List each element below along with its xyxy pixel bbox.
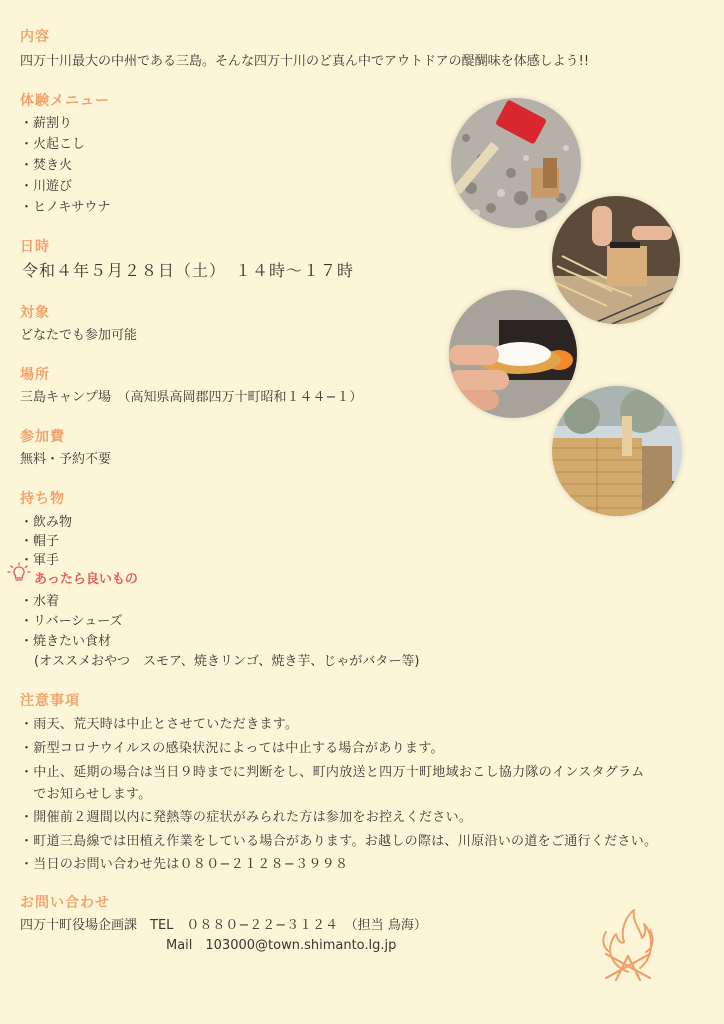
belongings-item: ・軍手: [20, 553, 60, 568]
photo-cypress-sauna: [552, 386, 682, 516]
note-item: ・当日のお問い合わせ先は０８０−２１２８−３９９８: [20, 857, 349, 872]
note-item: ・町道三島線では田植え作業をしている場合があります。お越しの際は、川原沿いの道をご通行ください。: [20, 834, 658, 849]
date-text: 令和４年５月２８日（土） １４時〜１７時: [22, 261, 355, 280]
content-text: 四万十川最大の中州である三島。そんな四万十川のど真ん中でアウトドアの醍醐味を体感しよう!!: [20, 54, 590, 69]
optional-item: ・リバーシューズ: [20, 614, 123, 629]
target-heading: 対象: [20, 305, 50, 321]
menu-item: ・川遊び: [20, 179, 73, 194]
menu-item: ・薪割り: [20, 116, 73, 131]
place-heading: 場所: [20, 367, 50, 383]
note-item: ・開催前２週間以内に発熱等の症状がみられた方は参加をお控えください。: [20, 810, 473, 825]
content-heading: 内容: [20, 29, 50, 45]
menu-item: ・火起こし: [20, 137, 86, 152]
optional-heading: あったら良いもの: [34, 572, 138, 587]
note-item: ・雨天、荒天時は中止とさせていただきます。: [20, 717, 299, 732]
contact-tel: 四万十町役場企画課 TEL ０８８０−２２−３１２４ （担当 鳥海）: [20, 918, 427, 933]
optional-item: ・焼きたい食材: [20, 634, 112, 649]
fee-heading: 参加費: [20, 429, 65, 445]
contact-heading: お問い合わせ: [20, 895, 110, 911]
campfire-logo: [588, 902, 668, 982]
belongings-heading: 持ち物: [20, 491, 65, 507]
photo-fire-starting: [552, 196, 680, 324]
photo-axe-wood-splitting: [451, 98, 581, 228]
target-text: どなたでも参加可能: [20, 328, 138, 343]
menu-item: ・焚き火: [20, 158, 73, 173]
lightbulb-icon: [6, 562, 32, 584]
note-item: ・中止、延期の場合は当日９時までに判断をし、町内放送と四万十町地域おこし協力隊のインスタグラム: [20, 765, 645, 780]
optional-item: ・水着: [20, 594, 60, 609]
menu-heading: 体験メニュー: [20, 93, 110, 109]
fee-text: 無料・予約不要: [20, 452, 112, 467]
place-text: 三島キャンプ場 （高知県高岡郡四万十町昭和１４４−１）: [20, 390, 363, 405]
contact-mail: Mail 103000@town.shimanto.lg.jp: [166, 938, 397, 953]
optional-note: (オススメおやつ スモア、焼きリンゴ、焼き芋、じゃがバター等): [34, 654, 420, 669]
notes-heading: 注意事項: [20, 693, 80, 709]
photo-smores: [449, 290, 577, 418]
belongings-item: ・飲み物: [20, 515, 73, 530]
note-item: でお知らせします。: [20, 787, 152, 802]
belongings-item: ・帽子: [20, 534, 60, 549]
date-heading: 日時: [20, 239, 50, 255]
menu-item: ・ヒノキサウナ: [20, 200, 111, 215]
note-item: ・新型コロナウイルスの感染状況によっては中止する場合があります。: [20, 741, 444, 756]
